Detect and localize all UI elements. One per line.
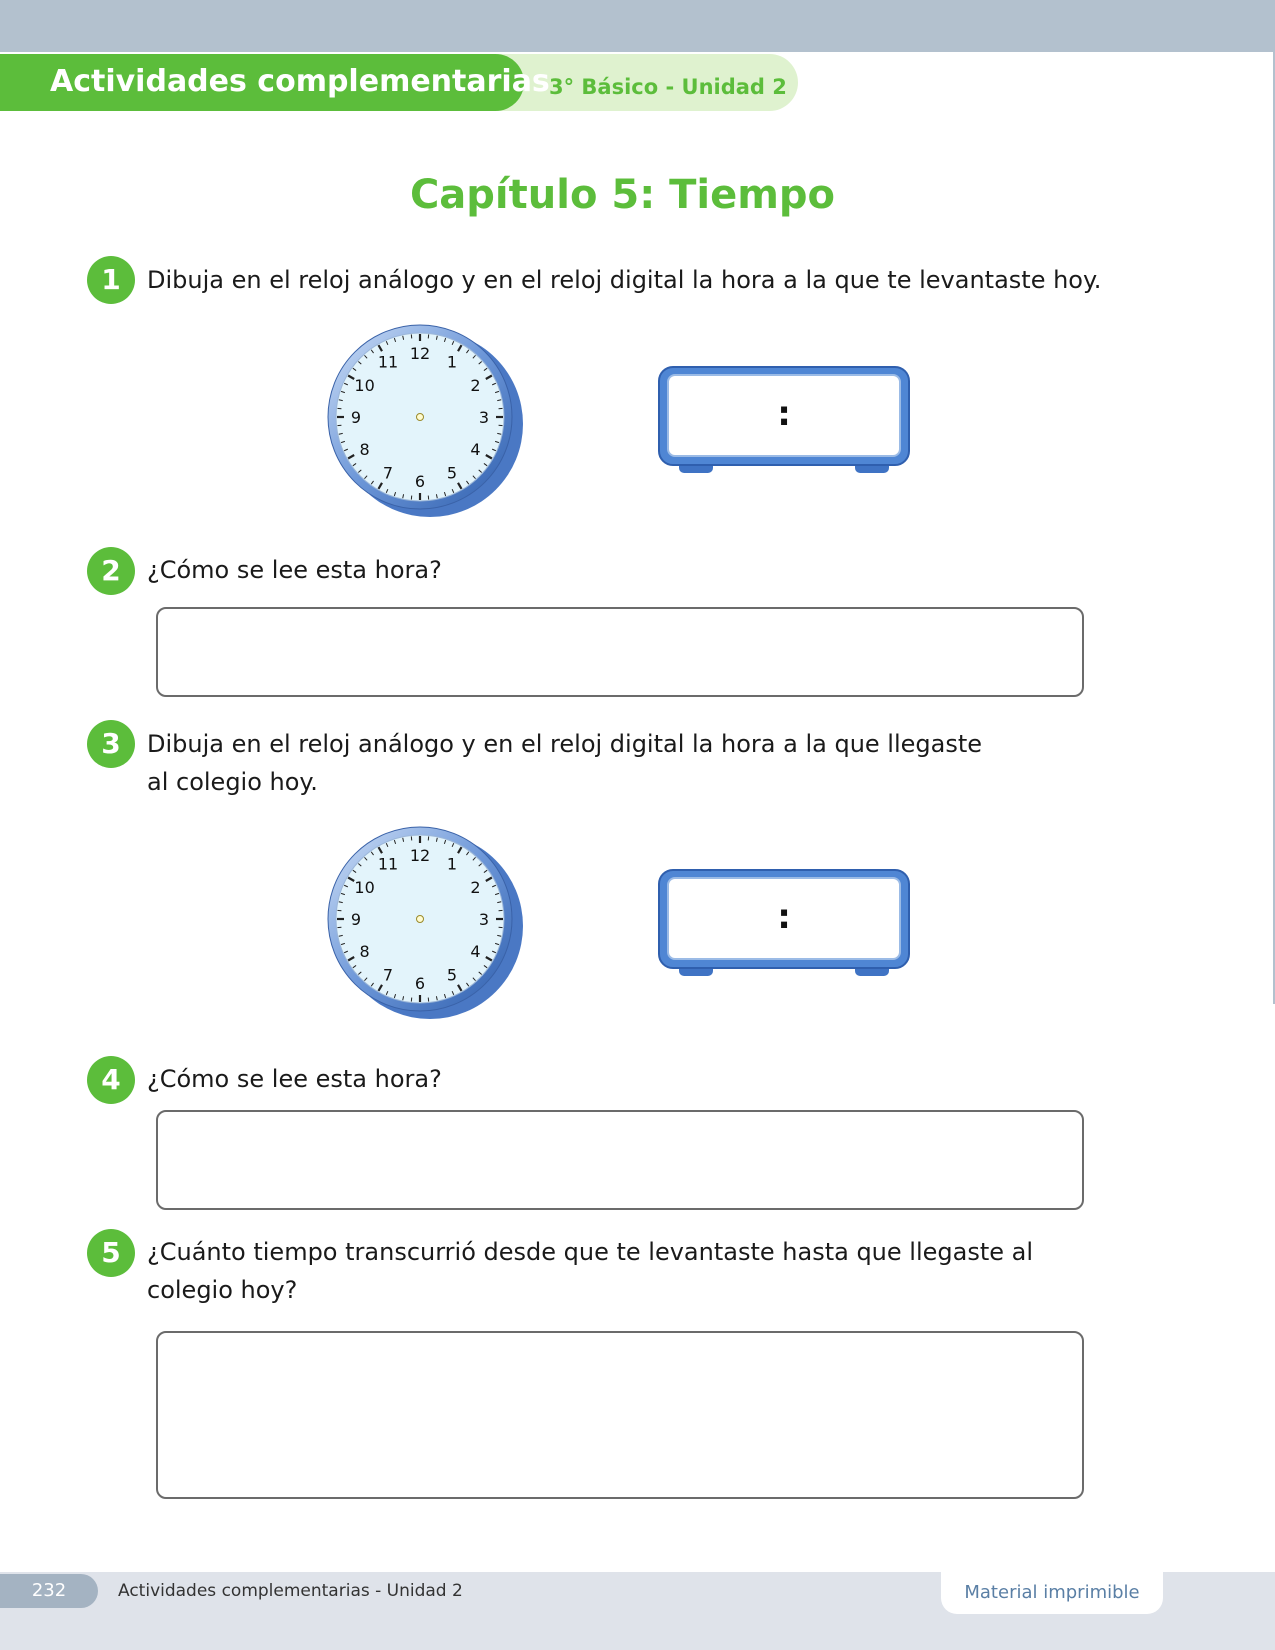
question-4-text: ¿Cómo se lee esta hora?	[147, 1065, 442, 1093]
footer-text: Actividades complementarias - Unidad 2	[118, 1581, 463, 1601]
answer-box-5[interactable]	[156, 1331, 1084, 1499]
clock-numeral: 5	[446, 965, 458, 985]
printable-label: Material imprimible	[941, 1572, 1163, 1614]
clock-numeral: 9	[350, 910, 362, 929]
clock-numeral: 12	[409, 846, 431, 865]
answer-box-4[interactable]	[156, 1110, 1084, 1210]
clock-numeral: 6	[414, 472, 426, 491]
clock-numeral: 2	[470, 878, 481, 897]
header-subtitle: 3° Básico - Unidad 2	[549, 75, 787, 99]
question-5-text-line2: colegio hoy?	[147, 1276, 298, 1304]
clock-numeral: 1	[446, 352, 458, 372]
clock-numeral: 2	[470, 376, 481, 395]
clock-numeral: 1	[446, 854, 458, 874]
digital-clock-1[interactable]	[657, 365, 911, 477]
analog-clock-2[interactable]	[323, 822, 523, 1022]
question-number-3: 3	[87, 720, 135, 768]
clock-numeral: 4	[470, 440, 481, 459]
top-bar	[0, 0, 1275, 52]
clock-numeral: 12	[409, 344, 431, 363]
question-number-1: 1	[87, 256, 135, 304]
clock-numeral: 4	[470, 942, 481, 961]
chapter-title: Capítulo 5: Tiempo	[409, 172, 836, 218]
clock-numeral: 7	[382, 965, 394, 985]
digital-clock-2[interactable]	[657, 868, 911, 980]
clock-numeral: 3	[478, 408, 490, 427]
analog-clock-1[interactable]	[323, 320, 523, 520]
clock-center-dot	[417, 414, 424, 421]
question-number-4: 4	[87, 1056, 135, 1104]
question-3-text-line1: Dibuja en el reloj análogo y en el reloj digital la hora a la que llegaste	[147, 730, 983, 758]
clock-numeral: 11	[377, 854, 399, 874]
clock-numeral: 7	[382, 463, 394, 483]
clock-numeral: 8	[359, 942, 370, 961]
answer-box-2[interactable]	[156, 607, 1084, 697]
clock-center-dot	[417, 916, 424, 923]
digital-clock-separator: :	[777, 897, 791, 937]
clock-numeral: 10	[354, 376, 375, 395]
digital-clock-separator: :	[777, 394, 791, 434]
clock-numeral: 3	[478, 910, 490, 929]
question-5-text-line1: ¿Cuánto tiempo transcurrió desde que te levantaste hasta que llegaste al	[147, 1238, 1034, 1266]
question-1-text: Dibuja en el reloj análogo y en el reloj digital la hora a la que te levantaste hoy.	[147, 266, 1102, 294]
question-number-2: 2	[87, 547, 135, 595]
clock-numeral: 9	[350, 408, 362, 427]
clock-numeral: 11	[377, 352, 399, 372]
question-number-5: 5	[87, 1229, 135, 1277]
clock-numeral: 8	[359, 440, 370, 459]
page-number: 232	[0, 1574, 98, 1608]
clock-numeral: 10	[354, 878, 375, 897]
header-title: Actividades complementarias	[50, 64, 550, 99]
question-3-text-line2: al colegio hoy.	[147, 768, 318, 796]
clock-numeral: 6	[414, 974, 426, 993]
clock-numeral: 5	[446, 463, 458, 483]
question-2-text: ¿Cómo se lee esta hora?	[147, 556, 442, 584]
